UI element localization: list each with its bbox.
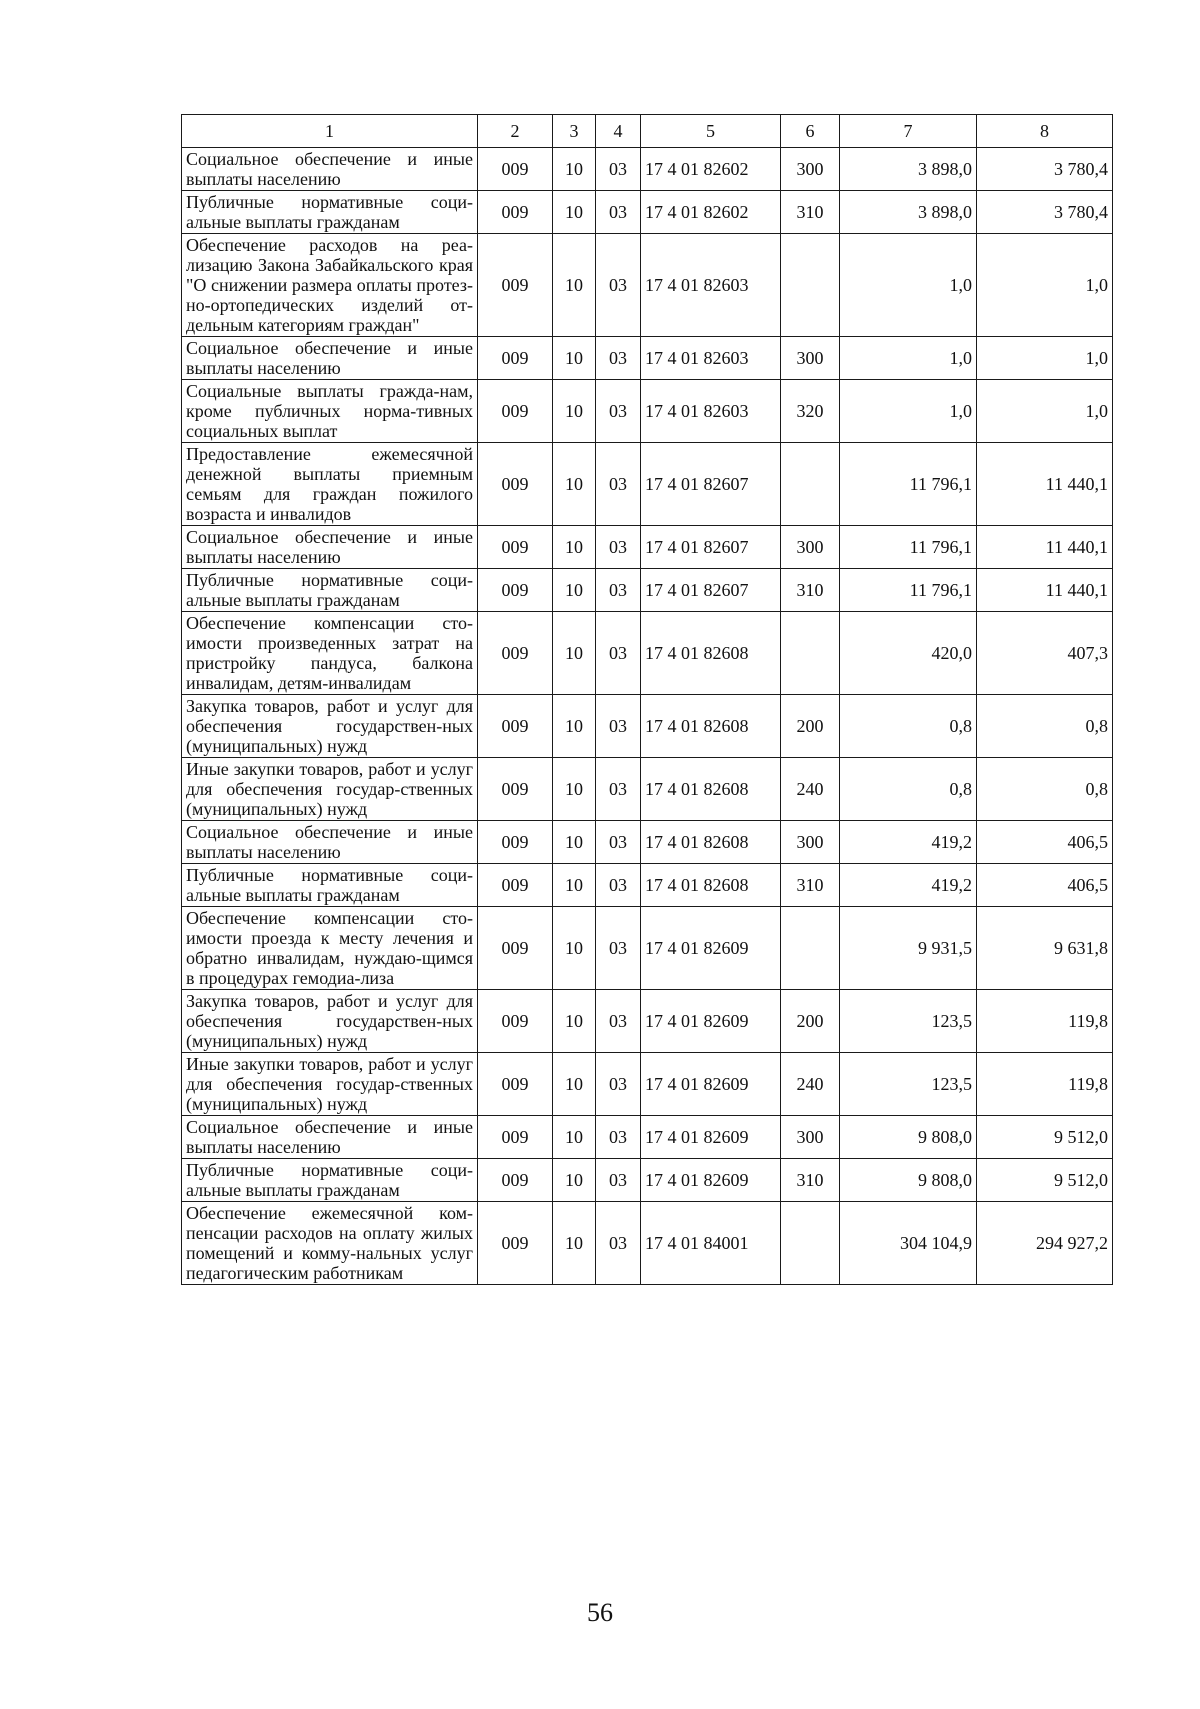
admin-code-cell: 009 xyxy=(478,569,553,612)
section-cell: 10 xyxy=(553,695,596,758)
row-name-cell: Публичные нормативные соци-альные выплаты гражданам xyxy=(182,569,478,612)
section-cell: 10 xyxy=(553,380,596,443)
target-article-cell: 17 4 01 82603 xyxy=(641,380,781,443)
subsection-cell: 03 xyxy=(596,1053,641,1116)
expense-type-cell: 200 xyxy=(781,990,840,1053)
table-row xyxy=(182,990,1113,1053)
header-cell-7: 7 xyxy=(840,115,977,148)
target-article-cell: 17 4 01 82603 xyxy=(641,234,781,337)
target-article-cell: 17 4 01 82609 xyxy=(641,907,781,990)
section-cell: 10 xyxy=(553,990,596,1053)
page-number: 56 xyxy=(587,1598,613,1627)
amount-executed-cell: 3 780,4 xyxy=(977,191,1113,234)
amount-planned-cell: 11 796,1 xyxy=(840,526,977,569)
row-name-cell: Социальное обеспечение и иные выплаты населению xyxy=(182,337,478,380)
subsection-cell: 03 xyxy=(596,234,641,337)
amount-planned-cell: 0,8 xyxy=(840,695,977,758)
amount-planned-cell: 304 104,9 xyxy=(840,1202,977,1285)
section-cell: 10 xyxy=(553,821,596,864)
admin-code-cell: 009 xyxy=(478,758,553,821)
expense-type-cell: 300 xyxy=(781,337,840,380)
section-cell: 10 xyxy=(553,612,596,695)
table-header-row xyxy=(182,115,1113,148)
table-row xyxy=(182,1159,1113,1202)
amount-executed-cell: 119,8 xyxy=(977,990,1113,1053)
row-name-cell: Социальное обеспечение и иные выплаты населению xyxy=(182,1116,478,1159)
amount-planned-cell: 0,8 xyxy=(840,758,977,821)
subsection-cell: 03 xyxy=(596,864,641,907)
amount-planned-cell: 420,0 xyxy=(840,612,977,695)
amount-planned-cell: 123,5 xyxy=(840,990,977,1053)
target-article-cell: 17 4 01 82608 xyxy=(641,758,781,821)
row-name-cell: Социальное обеспечение и иные выплаты населению xyxy=(182,821,478,864)
admin-code-cell: 009 xyxy=(478,821,553,864)
subsection-cell: 03 xyxy=(596,612,641,695)
header-cell-3: 3 xyxy=(553,115,596,148)
row-name-cell: Иные закупки товаров, работ и услуг для обеспечения государ-ственных (муниципальных) нужд xyxy=(182,758,478,821)
expense-type-cell: 310 xyxy=(781,1159,840,1202)
amount-executed-cell: 0,8 xyxy=(977,695,1113,758)
expense-type-cell: 240 xyxy=(781,1053,840,1116)
subsection-cell: 03 xyxy=(596,990,641,1053)
table-row xyxy=(182,526,1113,569)
subsection-cell: 03 xyxy=(596,821,641,864)
table-row xyxy=(182,380,1113,443)
table-row xyxy=(182,191,1113,234)
row-name-cell: Иные закупки товаров, работ и услуг для обеспечения государ-ственных (муниципальных) нужд xyxy=(182,1053,478,1116)
section-cell: 10 xyxy=(553,191,596,234)
expense-type-cell xyxy=(781,1202,840,1285)
target-article-cell: 17 4 01 82608 xyxy=(641,695,781,758)
table-row xyxy=(182,443,1113,526)
subsection-cell: 03 xyxy=(596,1159,641,1202)
expense-type-cell: 310 xyxy=(781,569,840,612)
target-article-cell: 17 4 01 82608 xyxy=(641,821,781,864)
admin-code-cell: 009 xyxy=(478,191,553,234)
amount-executed-cell: 3 780,4 xyxy=(977,148,1113,191)
admin-code-cell: 009 xyxy=(478,1159,553,1202)
table-row xyxy=(182,758,1113,821)
admin-code-cell: 009 xyxy=(478,443,553,526)
amount-planned-cell: 1,0 xyxy=(840,380,977,443)
section-cell: 10 xyxy=(553,1116,596,1159)
amount-executed-cell: 406,5 xyxy=(977,821,1113,864)
section-cell: 10 xyxy=(553,148,596,191)
amount-executed-cell: 294 927,2 xyxy=(977,1202,1113,1285)
target-article-cell: 17 4 01 82607 xyxy=(641,443,781,526)
amount-planned-cell: 419,2 xyxy=(840,864,977,907)
amount-planned-cell: 123,5 xyxy=(840,1053,977,1116)
row-name-cell: Публичные нормативные соци-альные выплаты гражданам xyxy=(182,864,478,907)
budget-table xyxy=(181,114,1113,1285)
amount-executed-cell: 1,0 xyxy=(977,380,1113,443)
admin-code-cell: 009 xyxy=(478,526,553,569)
table-row xyxy=(182,1053,1113,1116)
table-row xyxy=(182,612,1113,695)
section-cell: 10 xyxy=(553,526,596,569)
admin-code-cell: 009 xyxy=(478,695,553,758)
row-name-cell: Обеспечение расходов на реа-лизацию Закона Забайкальского края "О снижении размера оплаты протез-но-ортопедических изделий от-дельным категориям граждан" xyxy=(182,234,478,337)
expense-type-cell xyxy=(781,907,840,990)
table-row xyxy=(182,148,1113,191)
subsection-cell: 03 xyxy=(596,443,641,526)
target-article-cell: 17 4 01 82609 xyxy=(641,990,781,1053)
row-name-cell: Социальное обеспечение и иные выплаты населению xyxy=(182,526,478,569)
target-article-cell: 17 4 01 82602 xyxy=(641,191,781,234)
header-cell-4: 4 xyxy=(596,115,641,148)
expense-type-cell: 200 xyxy=(781,695,840,758)
target-article-cell: 17 4 01 82603 xyxy=(641,337,781,380)
amount-planned-cell: 11 796,1 xyxy=(840,443,977,526)
admin-code-cell: 009 xyxy=(478,612,553,695)
section-cell: 10 xyxy=(553,1202,596,1285)
admin-code-cell: 009 xyxy=(478,1202,553,1285)
table-body xyxy=(182,148,1113,1285)
amount-executed-cell: 11 440,1 xyxy=(977,526,1113,569)
expense-type-cell: 310 xyxy=(781,191,840,234)
table-row xyxy=(182,234,1113,337)
subsection-cell: 03 xyxy=(596,569,641,612)
target-article-cell: 17 4 01 82607 xyxy=(641,569,781,612)
admin-code-cell: 009 xyxy=(478,907,553,990)
row-name-cell: Социальное обеспечение и иные выплаты населению xyxy=(182,148,478,191)
amount-planned-cell: 9 808,0 xyxy=(840,1116,977,1159)
table-row xyxy=(182,864,1113,907)
subsection-cell: 03 xyxy=(596,695,641,758)
row-name-cell: Обеспечение ежемесячной ком-пенсации расходов на оплату жилых помещений и комму-нальных услуг педагогическим работникам xyxy=(182,1202,478,1285)
amount-executed-cell: 9 512,0 xyxy=(977,1159,1113,1202)
amount-planned-cell: 3 898,0 xyxy=(840,191,977,234)
subsection-cell: 03 xyxy=(596,380,641,443)
admin-code-cell: 009 xyxy=(478,1053,553,1116)
header-cell-6: 6 xyxy=(781,115,840,148)
amount-executed-cell: 9 631,8 xyxy=(977,907,1113,990)
section-cell: 10 xyxy=(553,234,596,337)
table-row xyxy=(182,569,1113,612)
subsection-cell: 03 xyxy=(596,1202,641,1285)
amount-executed-cell: 0,8 xyxy=(977,758,1113,821)
target-article-cell: 17 4 01 82607 xyxy=(641,526,781,569)
table-row xyxy=(182,907,1113,990)
expense-type-cell: 320 xyxy=(781,380,840,443)
subsection-cell: 03 xyxy=(596,148,641,191)
amount-executed-cell: 406,5 xyxy=(977,864,1113,907)
table-row xyxy=(182,337,1113,380)
subsection-cell: 03 xyxy=(596,191,641,234)
amount-executed-cell: 1,0 xyxy=(977,337,1113,380)
row-name-cell: Обеспечение компенсации сто-имости проезда к месту лечения и обратно инвалидам, нуждаю-щимся в процедурах гемодиа-лиза xyxy=(182,907,478,990)
target-article-cell: 17 4 01 82609 xyxy=(641,1116,781,1159)
admin-code-cell: 009 xyxy=(478,864,553,907)
row-name-cell: Закупка товаров, работ и услуг для обеспечения государствен-ных (муниципальных) нужд xyxy=(182,695,478,758)
header-cell-5: 5 xyxy=(641,115,781,148)
expense-type-cell: 240 xyxy=(781,758,840,821)
expense-type-cell: 300 xyxy=(781,526,840,569)
amount-executed-cell: 11 440,1 xyxy=(977,443,1113,526)
expense-type-cell: 300 xyxy=(781,821,840,864)
section-cell: 10 xyxy=(553,569,596,612)
amount-executed-cell: 1,0 xyxy=(977,234,1113,337)
target-article-cell: 17 4 01 82608 xyxy=(641,612,781,695)
section-cell: 10 xyxy=(553,443,596,526)
amount-executed-cell: 407,3 xyxy=(977,612,1113,695)
target-article-cell: 17 4 01 82609 xyxy=(641,1159,781,1202)
row-name-cell: Закупка товаров, работ и услуг для обеспечения государствен-ных (муниципальных) нужд xyxy=(182,990,478,1053)
subsection-cell: 03 xyxy=(596,907,641,990)
row-name-cell: Обеспечение компенсации сто-имости произведенных затрат на пристройку пандуса, балкона инвалидам, детям-инвалидам xyxy=(182,612,478,695)
target-article-cell: 17 4 01 82602 xyxy=(641,148,781,191)
target-article-cell: 17 4 01 84001 xyxy=(641,1202,781,1285)
section-cell: 10 xyxy=(553,907,596,990)
table-row xyxy=(182,1202,1113,1285)
row-name-cell: Публичные нормативные соци-альные выплаты гражданам xyxy=(182,1159,478,1202)
expense-type-cell xyxy=(781,612,840,695)
admin-code-cell: 009 xyxy=(478,990,553,1053)
section-cell: 10 xyxy=(553,758,596,821)
admin-code-cell: 009 xyxy=(478,234,553,337)
row-name-cell: Публичные нормативные соци-альные выплаты гражданам xyxy=(182,191,478,234)
expense-type-cell: 300 xyxy=(781,148,840,191)
subsection-cell: 03 xyxy=(596,1116,641,1159)
subsection-cell: 03 xyxy=(596,526,641,569)
admin-code-cell: 009 xyxy=(478,337,553,380)
header-cell-2: 2 xyxy=(478,115,553,148)
subsection-cell: 03 xyxy=(596,758,641,821)
section-cell: 10 xyxy=(553,1159,596,1202)
amount-planned-cell: 3 898,0 xyxy=(840,148,977,191)
admin-code-cell: 009 xyxy=(478,380,553,443)
target-article-cell: 17 4 01 82608 xyxy=(641,864,781,907)
subsection-cell: 03 xyxy=(596,337,641,380)
target-article-cell: 17 4 01 82609 xyxy=(641,1053,781,1116)
table-row xyxy=(182,1116,1113,1159)
section-cell: 10 xyxy=(553,337,596,380)
expense-type-cell: 300 xyxy=(781,1116,840,1159)
amount-planned-cell: 419,2 xyxy=(840,821,977,864)
admin-code-cell: 009 xyxy=(478,1116,553,1159)
amount-planned-cell: 9 931,5 xyxy=(840,907,977,990)
amount-executed-cell: 119,8 xyxy=(977,1053,1113,1116)
section-cell: 10 xyxy=(553,1053,596,1116)
amount-executed-cell: 11 440,1 xyxy=(977,569,1113,612)
section-cell: 10 xyxy=(553,864,596,907)
expense-type-cell xyxy=(781,443,840,526)
admin-code-cell: 009 xyxy=(478,148,553,191)
expense-type-cell xyxy=(781,234,840,337)
header-cell-8: 8 xyxy=(977,115,1113,148)
amount-planned-cell: 1,0 xyxy=(840,337,977,380)
amount-executed-cell: 9 512,0 xyxy=(977,1116,1113,1159)
table-row xyxy=(182,695,1113,758)
header-cell-1: 1 xyxy=(182,115,478,148)
expense-type-cell: 310 xyxy=(781,864,840,907)
table-row xyxy=(182,821,1113,864)
amount-planned-cell: 11 796,1 xyxy=(840,569,977,612)
row-name-cell: Социальные выплаты гражда-нам, кроме публичных норма-тивных социальных выплат xyxy=(182,380,478,443)
amount-planned-cell: 9 808,0 xyxy=(840,1159,977,1202)
amount-planned-cell: 1,0 xyxy=(840,234,977,337)
row-name-cell: Предоставление ежемесячной денежной выплаты приемным семьям для граждан пожилого возраста и инвалидов xyxy=(182,443,478,526)
